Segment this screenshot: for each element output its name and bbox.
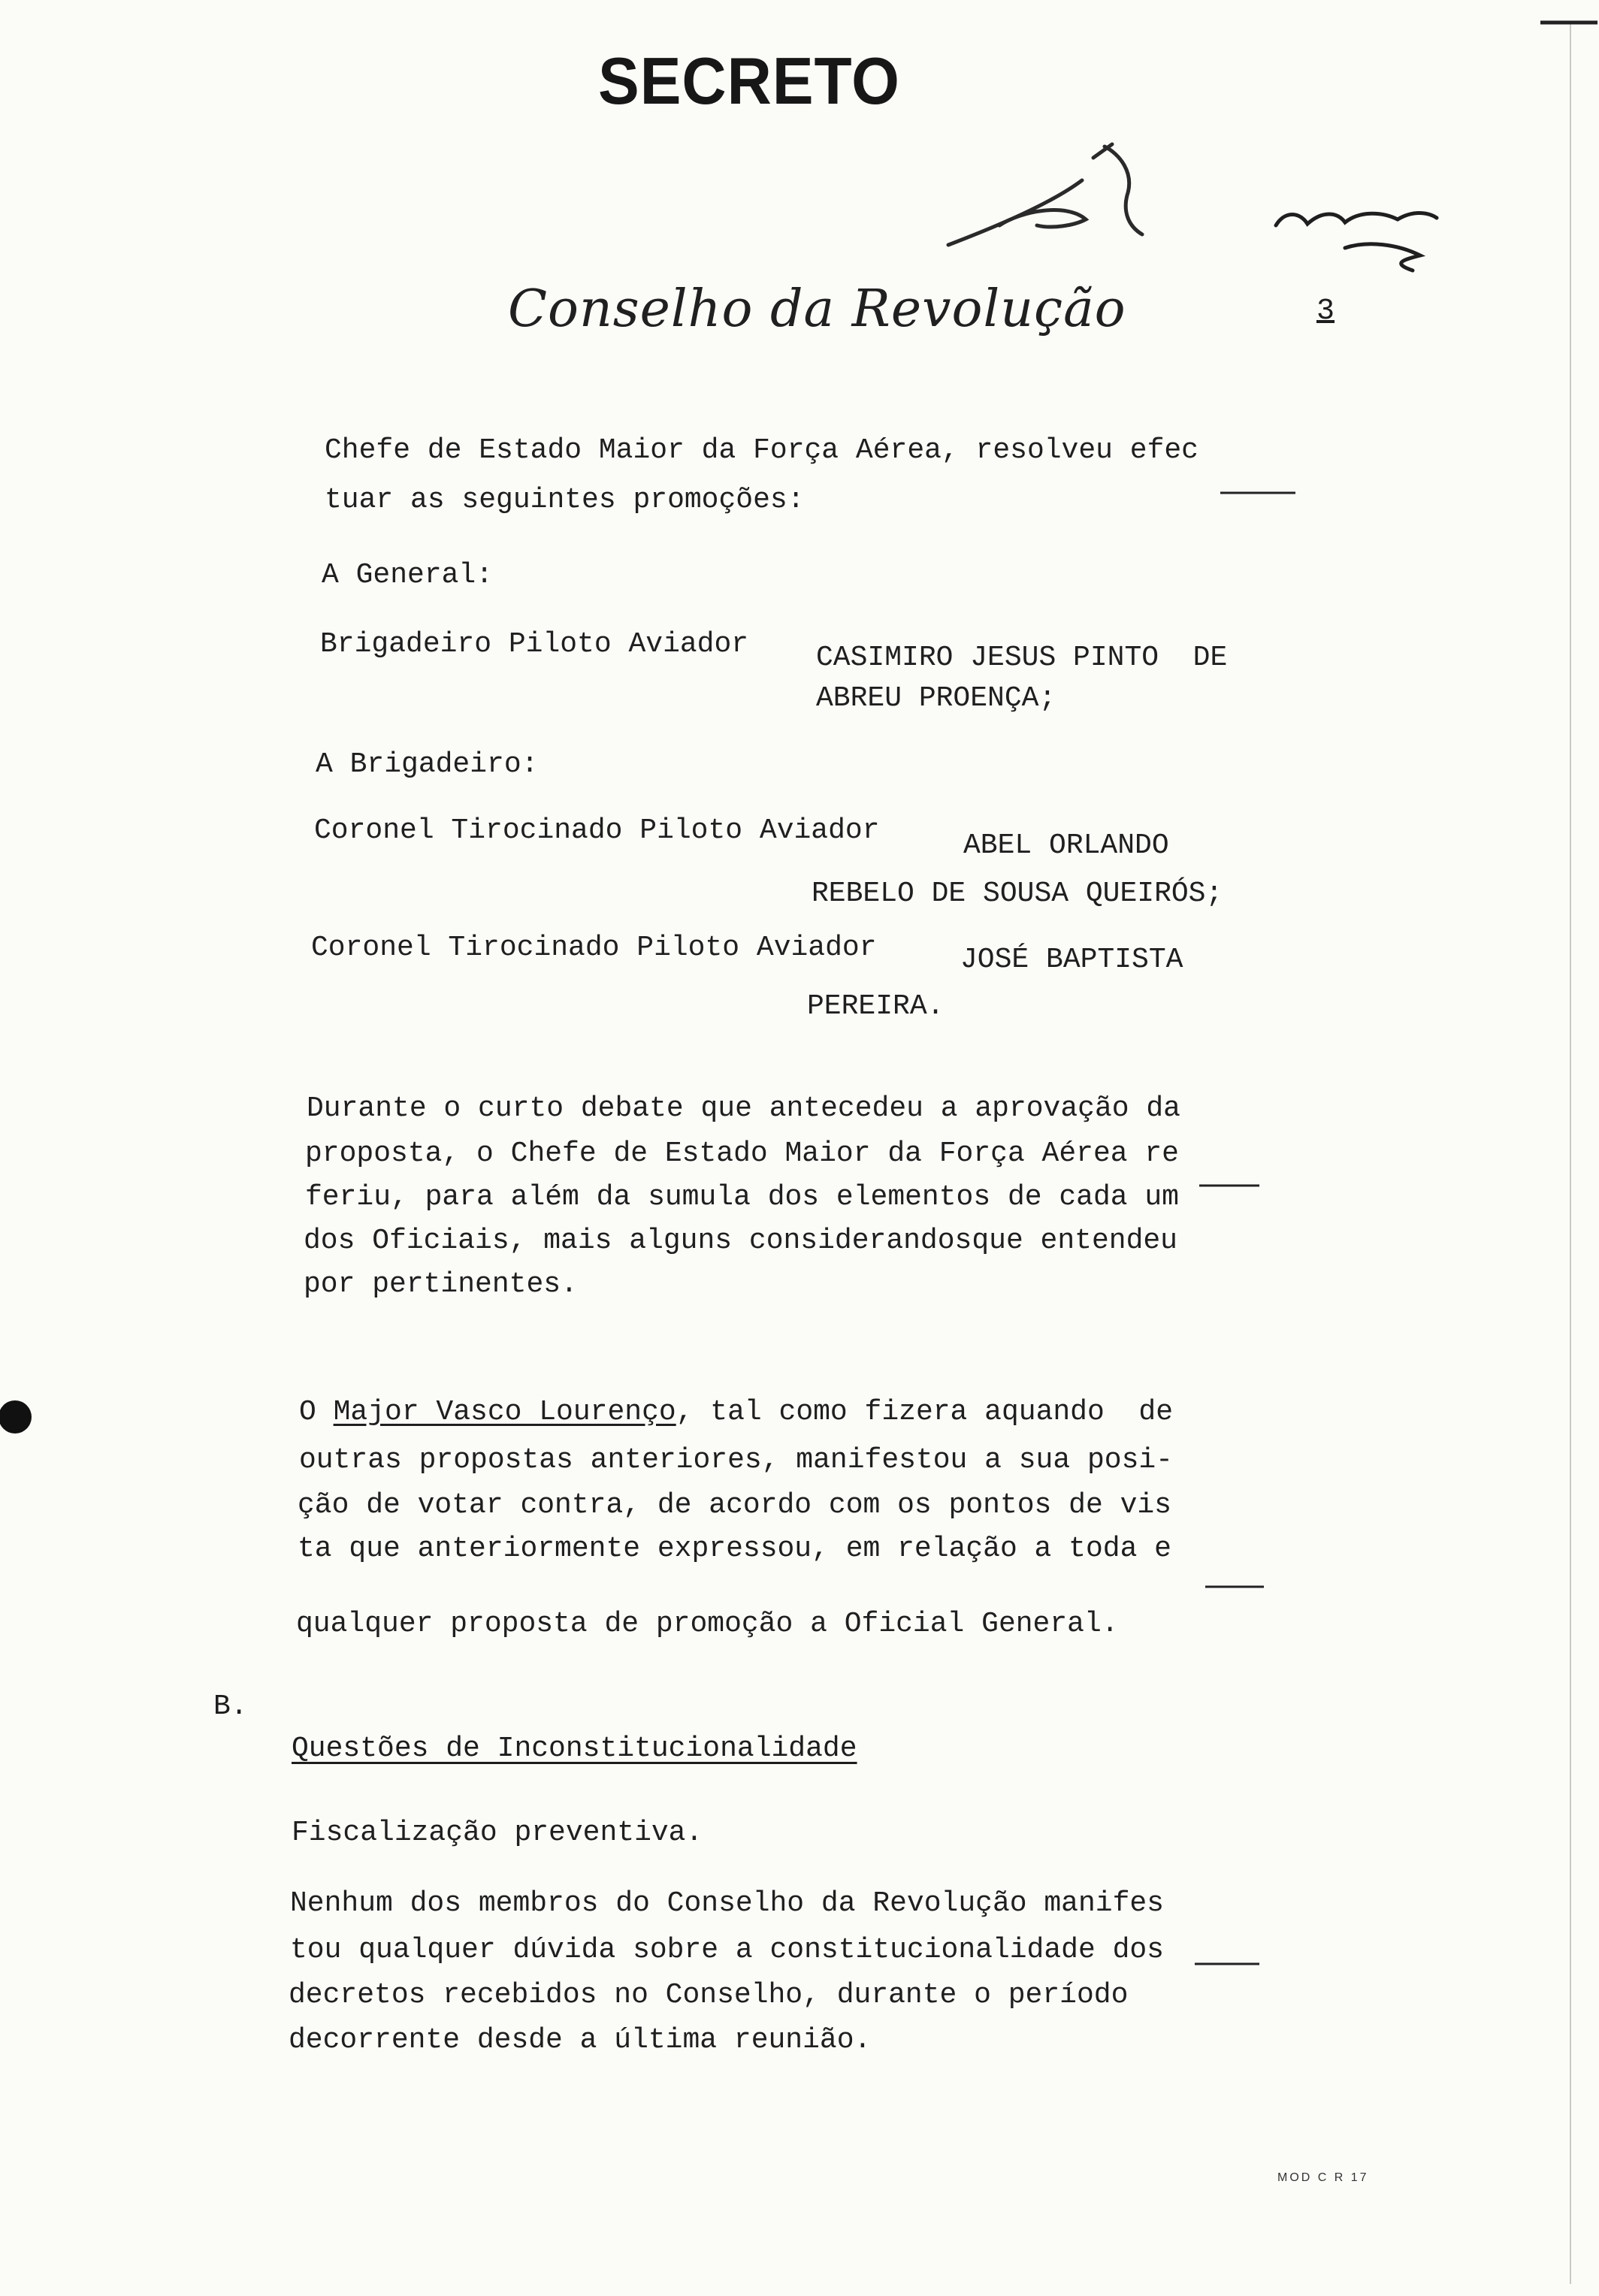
vasco-line-5: qualquer proposta de promoção a Oficial General. — [296, 1608, 1119, 1640]
section-line-4: decorrente desde a última reunião. — [289, 2024, 872, 2056]
form-code: MOD C R 17 — [1277, 2171, 1369, 2184]
brigadeiro-2-rank: Coronel Tirocinado Piloto Aviador — [311, 932, 877, 964]
brigadeiro-2-name-line-1: JOSÉ BAPTISTA — [960, 944, 1183, 976]
vasco-name: Major Vasco Lourenço — [333, 1396, 676, 1428]
debate-line-2: proposta, o Chefe de Estado Maior da Força Aérea re — [305, 1137, 1179, 1170]
intro-line-1: Chefe de Estado Maior da Força Aérea, resolveu efec — [325, 434, 1198, 467]
brigadeiro-1-name-line-1: ABEL ORLANDO — [963, 829, 1169, 862]
signature-stroke-2 — [1276, 213, 1437, 271]
classification-stamp: SECRETO — [598, 44, 900, 119]
section-line-1: Nenhum dos membros do Conselho da Revolução manifes — [290, 1887, 1164, 1920]
debate-line-5: por pertinentes. — [304, 1268, 578, 1301]
brigadeiro-1-name-line-2: REBELO DE SOUSA QUEIRÓS; — [812, 878, 1223, 910]
vasco-line-3: ção de votar contra, de acordo com os pontos de vis — [298, 1489, 1171, 1521]
section-title: Questões de Inconstitucionalidade — [292, 1733, 857, 1765]
vasco-prefix: O — [299, 1396, 334, 1428]
general-heading: A General: — [322, 559, 494, 591]
page-number: 3 — [1316, 295, 1335, 328]
debate-line-1: Durante o curto debate que antecedeu a aprovação da — [307, 1092, 1180, 1125]
section-line-3: decretos recebidos no Conselho, durante o período — [289, 1979, 1129, 2011]
section-subtitle: Fiscalização preventiva. — [292, 1817, 703, 1849]
signature-stroke-1 — [948, 144, 1142, 245]
vasco-line-1 — [299, 1390, 1173, 1435]
punch-hole — [0, 1400, 32, 1433]
brigadeiro-2-name-line-2: PEREIRA. — [807, 990, 945, 1023]
letterhead: Conselho da Revolução — [508, 279, 1126, 339]
debate-line-3: feriu, para além da sumula dos elementos de cada um — [305, 1181, 1179, 1213]
brigadeiro-heading: A Brigadeiro: — [316, 748, 539, 781]
general-name-line-1: CASIMIRO JESUS PINTO DE — [816, 642, 1228, 674]
intro-line-2: tuar as seguintes promoções: — [325, 484, 805, 516]
vasco-line-4: ta que anteriormente expressou, em relação a toda e — [298, 1533, 1171, 1565]
general-name-line-2: ABREU PROENÇA; — [816, 682, 1056, 714]
section-letter: B. — [213, 1690, 248, 1723]
brigadeiro-1-rank: Coronel Tirocinado Piloto Aviador — [314, 814, 880, 847]
vasco-line-2: outras propostas anteriores, manifestou a sua posi- — [299, 1444, 1173, 1476]
debate-line-4: dos Oficiais, mais alguns considerandosque entendeu — [304, 1225, 1177, 1257]
section-line-2: tou qualquer dúvida sobre a constitucionalidade dos — [290, 1934, 1164, 1966]
general-rank: Brigadeiro Piloto Aviador — [320, 628, 749, 660]
vasco-rest: , tal como fizera aquando de — [676, 1396, 1173, 1428]
